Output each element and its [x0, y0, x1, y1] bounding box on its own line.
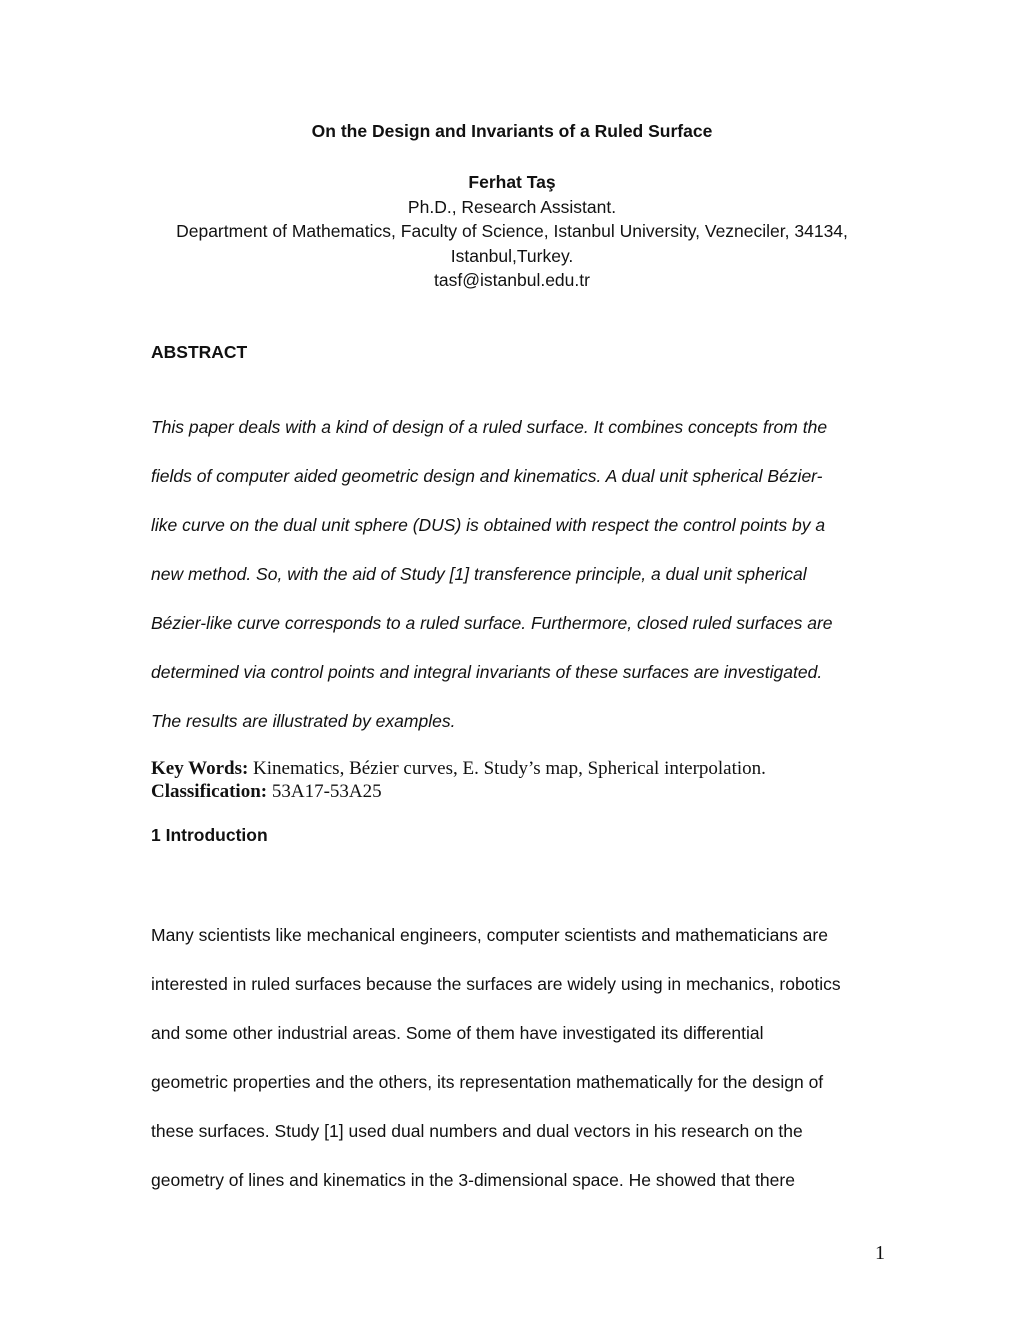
abstract-line: like curve on the dual unit sphere (DUS) is obtained with respect the control points by a — [151, 515, 826, 535]
author-email: tasf@istanbul.edu.tr — [434, 270, 590, 290]
abstract-line: This paper deals with a kind of design of a ruled surface. It combines concepts from the — [151, 417, 828, 437]
page-number: 1 — [875, 1242, 885, 1264]
introduction-line: geometric properties and the others, its representation mathematically for the design of — [151, 1072, 824, 1092]
abstract-heading: ABSTRACT — [151, 342, 248, 362]
introduction-line: interested in ruled surfaces because the surfaces are widely using in mechanics, robotics — [151, 974, 841, 994]
author-block — [0, 170, 1024, 293]
introduction-line: these surfaces. Study [1] used dual numbers and dual vectors in his research on the — [151, 1121, 803, 1141]
abstract-body — [151, 413, 891, 756]
keywords-row — [151, 757, 766, 780]
classification-row — [151, 780, 766, 803]
keywords-value: Kinematics, Bézier curves, E. Study’s map, Spherical interpolation. — [248, 758, 766, 779]
introduction-line: and some other industrial areas. Some of them have investigated its differential — [151, 1023, 764, 1043]
author-name: Ferhat Taş — [468, 172, 556, 192]
author-position: Ph.D., Research Assistant. — [407, 196, 617, 217]
paper-metadata — [151, 757, 766, 803]
author-affiliation-line-1: Department of Mathematics, Faculty of Science, Istanbul University, Vezneciler, 34134, — [176, 221, 848, 241]
introduction-body — [151, 921, 891, 1215]
introduction-heading: 1 Introduction — [151, 825, 268, 845]
introduction-line: Many scientists like mechanical engineers, computer scientists and mathematicians are — [151, 925, 828, 945]
abstract-line: The results are illustrated by examples. — [151, 711, 456, 731]
introduction-line: geometry of lines and kinematics in the 3-dimensional space. He showed that there — [151, 1170, 795, 1190]
abstract-line: Bézier-like curve corresponds to a ruled surface. Furthermore, closed ruled surfaces are — [151, 613, 833, 633]
abstract-line: fields of computer aided geometric design and kinematics. A dual unit spherical Bézier- — [151, 466, 823, 486]
abstract-line: new method. So, with the aid of Study [1] transference principle, a dual unit spherical — [151, 564, 807, 584]
abstract-line: determined via control points and integral invariants of these surfaces are investigated. — [151, 662, 823, 682]
classification-value: 53A17-53A25 — [267, 781, 382, 802]
paper-title: On the Design and Invariants of a Ruled Surface — [311, 121, 713, 141]
author-affiliation-line-2: Istanbul,Turkey. — [450, 245, 574, 266]
keywords-label: Key Words: — [151, 758, 249, 779]
classification-label: Classification: — [151, 781, 268, 802]
